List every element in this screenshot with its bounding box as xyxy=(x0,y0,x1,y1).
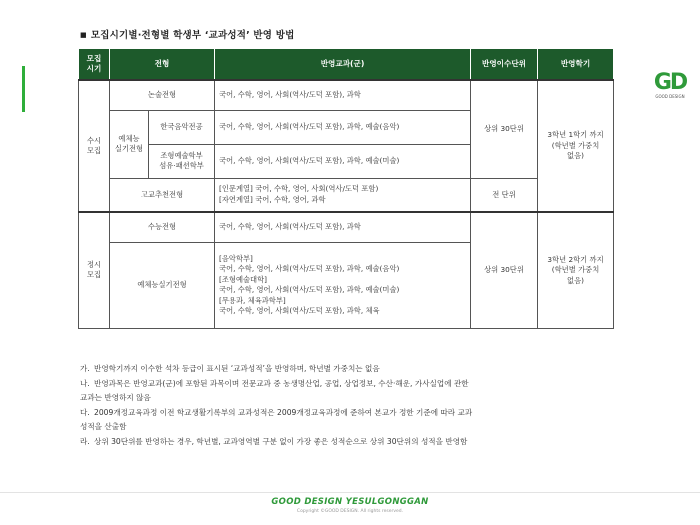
section-title-text: 모집시기별·전형별 학생부 ‘교과성적’ 반영 방법 xyxy=(90,30,295,41)
footer-divider xyxy=(0,492,700,493)
type-nonsul: 논술전형 xyxy=(110,80,215,110)
subjects-yechae-jeongsi: [음악학부] 국어, 수학, 영어, 사회(역사/도덕 포함), 과학, 예술(음악) [조형예술대학] 국어, 수학, 영어, 사회(역사/도덕 포함), 과학, 예술(미술) [무용과, 체육과학부] 국어, 수학, 영어, 사회(역사/도덕 포함), 과학, 체육 xyxy=(215,242,471,328)
note-marker: 나. xyxy=(80,378,90,388)
type-suneung: 수능전형 xyxy=(110,212,215,242)
note-text: 반영학기까지 이수한 석차 등급이 표시된 ‘교과성적’을 반영하며, 학년별 가중치는 없음 xyxy=(94,364,380,373)
footer-brand: GOOD DESIGN YESULGONGGAN xyxy=(271,497,429,507)
notes-list xyxy=(80,362,640,450)
table-header-row xyxy=(79,49,614,81)
header-semester: 반영학기 xyxy=(538,49,614,81)
subjects-nonsul: 국어, 수학, 영어, 사회(역사/도덕 포함), 과학 xyxy=(215,80,471,110)
header-subjects: 반영교과(군) xyxy=(215,49,471,81)
subjects-formative: 국어, 수학, 영어, 사회(역사/도덕 포함), 과학, 예술(미술) xyxy=(215,144,471,178)
note-marker: 라. xyxy=(80,436,90,446)
note-text: 2009개정교육과정 이전 학교생활기록부의 교과성적은 2009개정교육과정에 준하여 본교가 정한 기준에 따라 교과 xyxy=(94,407,473,417)
logo-subtitle: GOOD DESIGN xyxy=(655,94,685,99)
list-item xyxy=(80,406,640,421)
subjects-suneung: 국어, 수학, 영어, 사회(역사/도덕 포함), 과학 xyxy=(215,212,471,242)
table-row xyxy=(79,178,614,212)
type-yechae-jeongsi: 예체능실기전형 xyxy=(110,242,215,328)
grade-policy-table xyxy=(78,48,614,329)
semester-susi: 3학년 1학기 까지 (학년별 가중치 없음) xyxy=(538,80,614,212)
section-title xyxy=(80,27,294,41)
square-bullet-icon: ■ xyxy=(80,31,87,39)
note-continuation: 교과는 반영하지 않음 xyxy=(80,393,151,403)
type-school-rec: 고교추천전형 xyxy=(110,178,215,212)
type-yechae-group: 예체능 실기전형 xyxy=(110,110,149,178)
header-period: 모집 시기 xyxy=(79,49,110,81)
brand-logo xyxy=(652,72,688,100)
type-korean-music: 한국음악전공 xyxy=(149,110,215,144)
units-school-rec: 전 단위 xyxy=(471,178,538,212)
list-item xyxy=(80,362,640,377)
subjects-korean-music: 국어, 수학, 영어, 사회(역사/도덕 포함), 과학, 예술(음악) xyxy=(215,110,471,144)
list-item xyxy=(80,435,640,450)
subjects-school-rec: [인문계열] 국어, 수학, 영어, 사회(역사/도덕 포함) [자연계열] 국어, 수학, 영어, 과학 xyxy=(215,178,471,212)
table-row xyxy=(79,212,614,242)
note-text: 반영과목은 반영교과(군)에 포함된 과목이며 전문교과 중 농생명산업, 공업, 상업정보, 수산·해운, 가사실업에 관한 xyxy=(94,378,469,388)
type-formative: 조형예술학부 섬유·패션학부 xyxy=(149,144,215,178)
header-units: 반영이수단위 xyxy=(471,49,538,81)
note-text: 상위 30단위를 반영하는 경우, 학년별, 교과영역별 구분 없이 가장 좋은 성적순으로 상위 30단위의 성적을 반영함 xyxy=(94,436,468,446)
logo-mark: GD xyxy=(653,70,687,95)
period-jeongsi: 정시 모집 xyxy=(79,212,110,328)
list-item xyxy=(80,377,640,392)
note-marker: 다. xyxy=(80,407,90,417)
note-marker: 가. xyxy=(80,364,90,373)
note-continuation: 성적을 산출함 xyxy=(80,422,127,432)
footer-copyright: Copyright ©GOOD DESIGN. All rights reserved. xyxy=(296,509,404,514)
units-susi: 상위 30단위 xyxy=(471,80,538,178)
header-type: 전형 xyxy=(110,49,215,81)
accent-bar xyxy=(22,66,25,112)
period-susi: 수시 모집 xyxy=(79,80,110,212)
table-row xyxy=(79,80,614,110)
semester-jeongsi: 3학년 2학기 까지 (학년별 가중치 없음) xyxy=(538,212,614,328)
units-jeongsi: 상위 30단위 xyxy=(471,212,538,328)
